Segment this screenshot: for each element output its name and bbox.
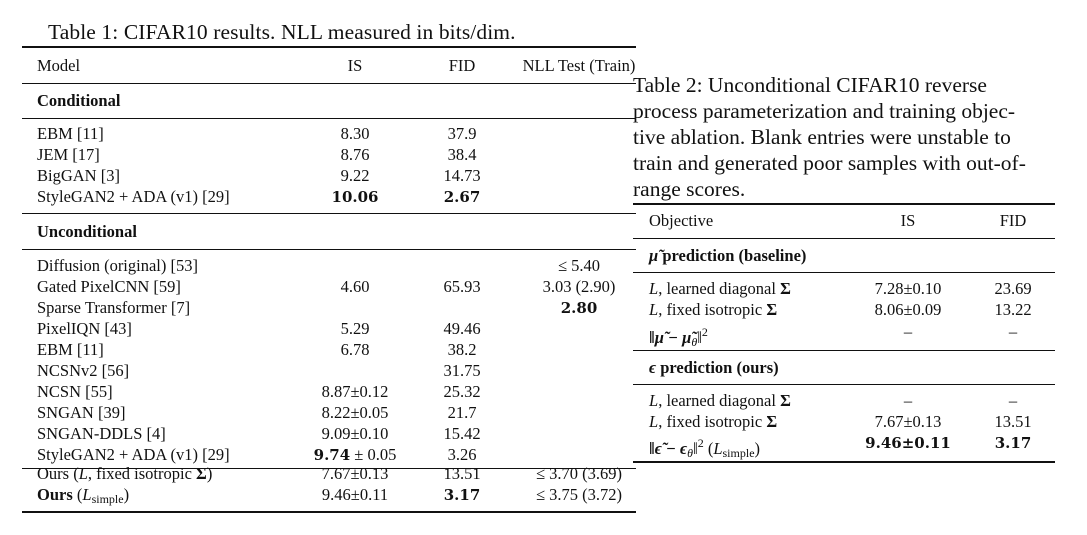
cell-nll: ≤ 3.70 (3.69) — [535, 464, 623, 483]
caption-line: range scores. — [633, 177, 746, 201]
cell-is: 4.60 — [340, 277, 370, 296]
table2-header-rule — [633, 238, 1055, 239]
cell-nll: ≤ 5.40 — [557, 256, 601, 275]
table-row — [633, 300, 1055, 320]
cell-fid: – — [1008, 322, 1018, 341]
obj-text: , fixed isotropic — [658, 412, 767, 431]
table-row — [22, 277, 636, 297]
ours-open: ( — [72, 485, 83, 504]
obj-var: L — [649, 300, 659, 319]
table2-bottom-rule — [633, 461, 1055, 463]
header-fid: FID — [448, 56, 476, 75]
cell-fid: 3.26 — [447, 445, 477, 464]
table-row — [633, 322, 1055, 349]
cell-is: 9.09±0.10 — [321, 424, 389, 443]
cell-fid: 21.7 — [447, 403, 477, 422]
sigma-symbol: Σ — [196, 464, 207, 483]
cell-fid: 65.93 — [443, 277, 481, 296]
cell-fid: 3.17 — [994, 434, 1032, 452]
cell-fid: – — [1008, 391, 1018, 410]
table-row — [22, 187, 636, 207]
cell-fid: 31.75 — [443, 361, 481, 380]
obj-sub2: simple — [722, 446, 755, 460]
cell-fid: 13.22 — [994, 300, 1032, 319]
cell-objective — [649, 433, 760, 463]
obj-text: , learned diagonal — [658, 279, 781, 298]
obj-paren-open: ( — [703, 439, 714, 458]
cell-fid: 23.69 — [994, 279, 1032, 298]
cell-is: 8.76 — [340, 145, 370, 164]
caption-line: train and generated poor samples with out-of- — [633, 151, 1026, 175]
sigma-symbol: Σ — [766, 300, 778, 319]
table-row — [22, 445, 636, 465]
cell-model: StyleGAN2 + ADA (v1) [29] — [37, 445, 230, 464]
section-unconditional — [22, 222, 636, 242]
section-eps-label — [649, 358, 779, 378]
obj-paren-close: ) — [754, 439, 761, 458]
cell-model: EBM [11] — [37, 340, 104, 359]
cell-is — [314, 445, 397, 465]
cell-fid: 2.67 — [443, 188, 481, 206]
obj-close: ‖ — [693, 439, 698, 458]
ours-var: L — [82, 485, 92, 504]
table1-header-rule — [22, 83, 636, 84]
obj-sup: 2 — [701, 325, 708, 339]
cell-model: EBM [11] — [37, 124, 104, 143]
table2-header-row — [633, 211, 1055, 231]
cell-nll: ≤ 3.75 (3.72) — [535, 485, 623, 504]
cell-objective — [649, 391, 791, 411]
obj-expr: ‖ϵ̃ − ϵ — [649, 439, 688, 458]
table-row — [22, 361, 636, 381]
obj-expr: ‖μ̃ − μ̃ — [649, 328, 692, 347]
obj-close: ‖ — [697, 328, 702, 347]
caption-line: Table 2: Unconditional CIFAR10 reverse — [633, 73, 987, 97]
table-row — [22, 424, 636, 444]
section-conditional — [22, 91, 636, 111]
cell-model: Gated PixelCNN [59] — [37, 277, 181, 296]
table1-top-rule — [22, 46, 636, 48]
cell-is: 6.78 — [340, 340, 370, 359]
table-row — [22, 166, 636, 186]
cell-fid: 38.2 — [447, 340, 477, 359]
cell-is: 5.29 — [340, 319, 370, 338]
table2-mu-rule — [633, 272, 1055, 273]
eps-symbol: ϵ — [649, 358, 657, 377]
cell-nll: 2.80 — [560, 299, 598, 317]
table1-header-row — [22, 56, 636, 76]
obj-text: , fixed isotropic — [658, 300, 767, 319]
ours-bold: Ours — [37, 485, 73, 504]
cell-is-rest: ± 0.05 — [350, 445, 397, 464]
cell-model: Sparse Transformer [7] — [37, 298, 191, 317]
section-eps-prediction — [633, 358, 1055, 378]
cell-model: NCSNv2 [56] — [37, 361, 130, 380]
cell-is: 9.46±0.11 — [865, 434, 951, 452]
ours-sub: simple — [91, 492, 124, 506]
cell-objective — [649, 300, 777, 320]
cell-model — [37, 485, 129, 509]
table1-unconditional-rule — [22, 249, 636, 250]
cell-is-bold: 9.74 — [313, 446, 351, 464]
table-row — [633, 433, 1055, 460]
cell-fid: 3.17 — [443, 486, 481, 504]
cell-fid: 13.51 — [443, 464, 481, 483]
table2-top-rule — [633, 203, 1055, 205]
table-row — [633, 391, 1055, 411]
obj-sup: 2 — [697, 436, 704, 450]
table1-conditional-rule — [22, 118, 636, 119]
cell-fid: 15.42 — [443, 424, 481, 443]
cell-objective — [649, 322, 708, 352]
cell-model: Diffusion (original) [53] — [37, 256, 198, 275]
eps-label-text: prediction (ours) — [656, 358, 779, 377]
mu-label-text: prediction (baseline) — [658, 246, 807, 265]
table1-mid-rule — [22, 213, 636, 214]
table-row — [22, 298, 636, 318]
table1-bottom-rule — [22, 511, 636, 513]
cell-fid: 38.4 — [447, 145, 477, 164]
cell-is: 8.87±0.12 — [321, 382, 389, 401]
cell-model: JEM [17] — [37, 145, 100, 164]
obj-var: L — [713, 439, 723, 458]
cell-is: 9.22 — [340, 166, 370, 185]
section-mu-label — [649, 246, 806, 266]
section-conditional-label: Conditional — [37, 91, 121, 110]
sigma-symbol: Σ — [766, 412, 778, 431]
obj-var: L — [649, 391, 659, 410]
cell-fid: 14.73 — [443, 166, 481, 185]
caption-line: process parameterization and training objec- — [633, 99, 1016, 123]
header-model: Model — [37, 56, 81, 75]
cell-is: 10.06 — [331, 188, 379, 206]
header-is: IS — [900, 211, 916, 230]
table-row — [22, 256, 636, 276]
cell-model — [37, 464, 212, 484]
table-row — [22, 124, 636, 144]
header-is: IS — [347, 56, 363, 75]
obj-sub: θ — [687, 446, 694, 460]
table2-mid-rule — [633, 350, 1055, 351]
cell-fid: 37.9 — [447, 124, 477, 143]
section-mu-prediction — [633, 246, 1055, 266]
ours-prefix: Ours ( — [37, 464, 79, 483]
ours-suffix: ) — [206, 464, 213, 483]
cell-fid: 25.32 — [443, 382, 481, 401]
cell-model: NCSN [55] — [37, 382, 113, 401]
table-row — [22, 403, 636, 423]
cell-nll: 3.03 (2.90) — [542, 277, 616, 296]
section-unconditional-label: Unconditional — [37, 222, 137, 241]
sigma-symbol: Σ — [780, 279, 791, 298]
cell-model: SNGAN [39] — [37, 403, 126, 422]
table-row — [22, 319, 636, 339]
table-row-ours-simple — [22, 485, 636, 505]
cell-is: 9.46±0.11 — [321, 485, 389, 504]
table1-caption: Table 1: CIFAR10 results. NLL measured in bits/dim. — [48, 20, 516, 44]
header-fid: FID — [999, 211, 1027, 230]
cell-objective — [649, 412, 777, 432]
cell-is: 7.67±0.13 — [874, 412, 942, 431]
cell-model: BigGAN [3] — [37, 166, 120, 185]
header-objective: Objective — [649, 211, 714, 230]
table-row — [22, 145, 636, 165]
ours-var: L — [78, 464, 88, 483]
caption-line: tive ablation. Blank entries were unstable to — [633, 125, 1011, 149]
cell-model: SNGAN-DDLS [4] — [37, 424, 166, 443]
header-nll: NLL Test (Train) — [522, 56, 636, 75]
cell-is: – — [903, 391, 913, 410]
table2-caption — [633, 72, 1053, 202]
obj-var: L — [649, 412, 659, 431]
cell-objective — [649, 279, 791, 299]
cell-fid: 13.51 — [994, 412, 1032, 431]
cell-is: 7.28±0.10 — [874, 279, 942, 298]
table-row — [22, 340, 636, 360]
cell-is: 8.22±0.05 — [321, 403, 389, 422]
table-row — [633, 279, 1055, 299]
cell-model: PixelIQN [43] — [37, 319, 132, 338]
cell-fid: 49.46 — [443, 319, 481, 338]
obj-var: L — [649, 279, 659, 298]
table-row — [633, 412, 1055, 432]
ours-mid: , fixed isotropic — [87, 464, 197, 483]
table-row — [22, 382, 636, 402]
obj-sub: θ — [691, 335, 698, 349]
table2-eps-rule — [633, 384, 1055, 385]
cell-is: 7.67±0.13 — [321, 464, 389, 483]
mu-symbol: μ̃ — [649, 246, 659, 265]
cell-model: StyleGAN2 + ADA (v1) [29] — [37, 187, 230, 206]
cell-is: 8.06±0.09 — [874, 300, 942, 319]
ours-close: ) — [123, 485, 130, 504]
cell-is: 8.30 — [340, 124, 370, 143]
table-row-ours-fixed — [22, 464, 636, 484]
cell-is: – — [903, 322, 913, 341]
obj-text: , learned diagonal — [658, 391, 781, 410]
sigma-symbol: Σ — [780, 391, 791, 410]
